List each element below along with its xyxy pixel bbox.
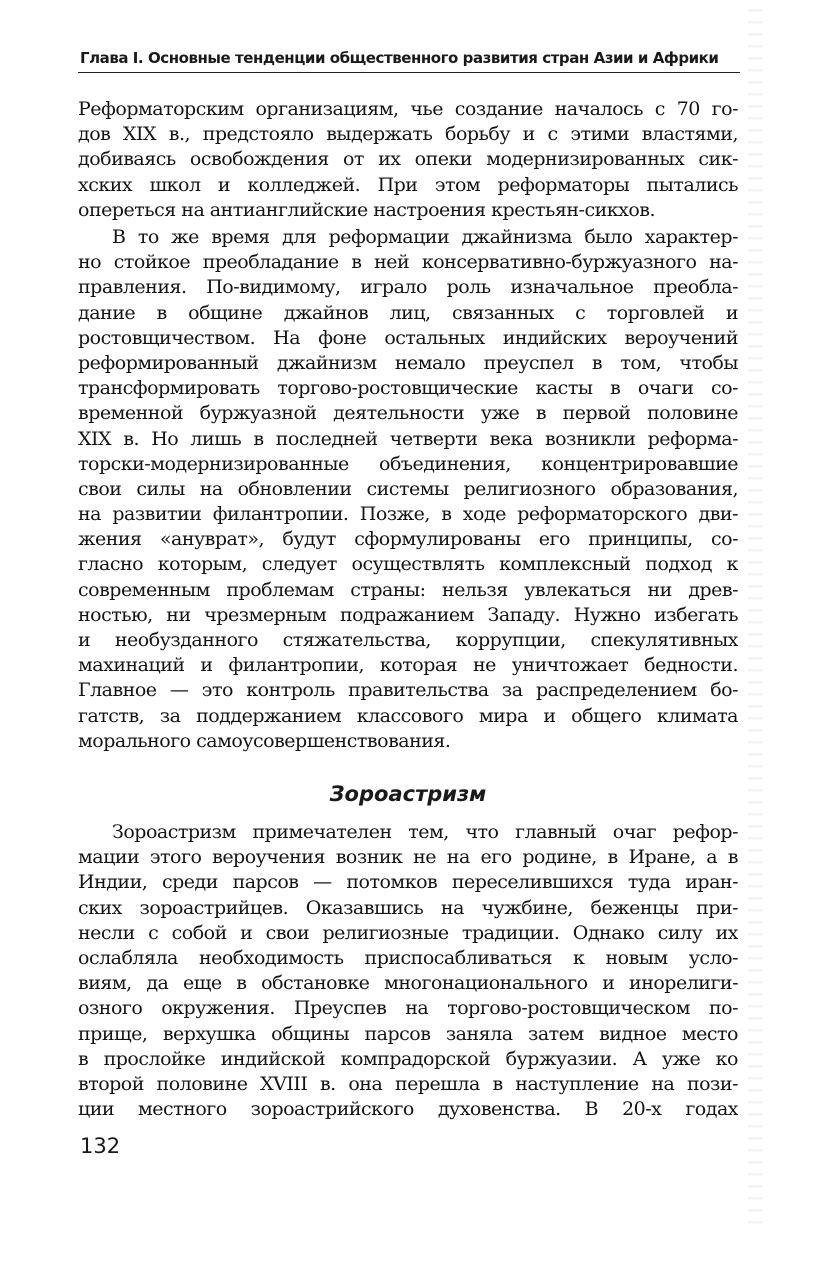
text-line: ростовщичеством. На фоне остальных индийских вероучений bbox=[78, 326, 738, 349]
text-line: временной буржуазной деятельности уже в первой половине bbox=[78, 402, 738, 425]
text-line: жения «ануврат», будут сформулированы его принципы, со- bbox=[78, 528, 738, 551]
text-line: ослабляла необходимость приспосабливаться к новым усло- bbox=[78, 946, 738, 969]
text-line: свои силы на обновлении системы религиозного образования, bbox=[78, 477, 738, 500]
text-line: в прослойке индийской компрадорской буржуазии. А уже ко bbox=[78, 1047, 738, 1070]
text-line: гласно которым, следует осуществлять комплексный подход к bbox=[78, 553, 738, 576]
section-heading: Зороастризм bbox=[329, 782, 487, 806]
text-line: трансформировать торгово-ростовщические касты в очаги со- bbox=[78, 377, 738, 400]
text-line: прище, верхушка общины парсов заняла затем видное место bbox=[78, 1022, 738, 1045]
text-line: хских школ и колледжей. При этом реформаторы пытались bbox=[78, 173, 738, 196]
text-line: Главное — это контроль правительства за распределением бо- bbox=[78, 679, 738, 702]
page-number: 132 bbox=[80, 1134, 121, 1158]
text-line: Зороастризм примечателен тем, что главный очаг рефор- bbox=[112, 821, 738, 843]
text-line: реформированный джайнизм немало преуспел в том, чтобы bbox=[78, 351, 738, 374]
text-line: Реформаторским организациям, чье создание началось с 70 го- bbox=[78, 98, 738, 120]
text-line: озного окружения. Преуспев на торгово-ростовщическом по- bbox=[78, 997, 738, 1020]
paragraph-1 bbox=[78, 97, 738, 223]
text-line: дание в общине джайнов лиц, связанных с торговлей и bbox=[78, 301, 738, 324]
paragraph-2 bbox=[78, 225, 738, 754]
text-line: второй половине XVIII в. она перешла в наступление на пози- bbox=[78, 1072, 738, 1095]
text-line: Индии, среди парсов — потомков переселившихся туда иран- bbox=[78, 871, 738, 894]
header-rule bbox=[78, 72, 740, 73]
text-line: ностью, ни чрезмерным подражанием Западу. Нужно избегать bbox=[78, 603, 738, 626]
text-line: ции местного зороастрийского духовенства. В 20-х годах bbox=[78, 1098, 738, 1121]
text-line: дов XIX в., предстояло выдержать борьбу и с этими властями, bbox=[78, 123, 738, 146]
text-line: В то же время для реформации джайнизма было характер- bbox=[112, 226, 738, 248]
text-line: торски-модернизированные объединения, концентрировавшие bbox=[78, 452, 738, 475]
text-line: несли с собой и свои религиозные традиции. Однако силу их bbox=[78, 921, 738, 944]
scan-margin-shadow bbox=[748, 0, 762, 1230]
text-line: виям, да еще в обстановке многонационального и инорелиги- bbox=[78, 972, 738, 995]
text-line: но стойкое преобладание в ней консервативно-буржуазного на- bbox=[78, 251, 738, 274]
text-line: ских зороастрийцев. Оказавшись на чужбине, беженцы при- bbox=[78, 896, 738, 919]
text-line: морального самоусовершенствования. bbox=[78, 729, 451, 752]
running-head: Глава I. Основные тенденции общественного развития стран Азии и Африки bbox=[80, 49, 719, 67]
text-line: мации этого вероучения возник не на его родине, в Иране, а в bbox=[78, 846, 738, 869]
text-line: опереться на антианглийские настроения крестьян-сикхов. bbox=[78, 198, 656, 221]
text-line: и необузданного стяжательства, коррупции, спекулятивных bbox=[78, 629, 738, 651]
text-line: XIX в. Но лишь в последней четверти века возникли реформа- bbox=[78, 427, 738, 450]
text-line: современным проблемам страны: нельзя увлекаться ни древ- bbox=[78, 578, 738, 601]
text-line: добиваясь освобождения от их опеки модернизированных сик- bbox=[78, 148, 738, 171]
text-line: правления. По-видимому, играло роль изначальное преобла- bbox=[78, 276, 738, 299]
text-line: на развитии филантропии. Позже, в ходе реформаторского дви- bbox=[78, 503, 738, 526]
text-line: гатств, за поддержанием классового мира и общего климата bbox=[78, 704, 738, 727]
text-line: махинаций и филантропии, которая не уничтожает бедности. bbox=[78, 654, 738, 677]
section-paragraph bbox=[78, 820, 738, 1122]
